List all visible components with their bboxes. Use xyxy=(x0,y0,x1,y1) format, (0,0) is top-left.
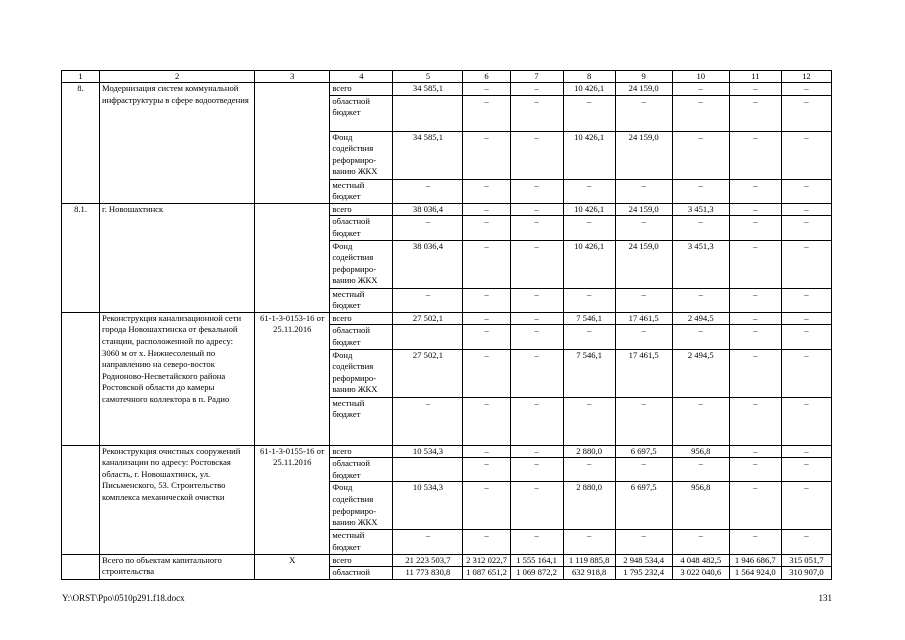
funding-source-cell: местный бюджет xyxy=(330,397,393,445)
object-name-cell: Реконструкция канализационной сети города Новошахтинска от фекальной станции, расположенной по адресу: 3060 м от х. Нижнесоленый по направлению на северо-восток Родионово-Несветайского района Ростовской области до камеры самотечного коллектора в п. Радио xyxy=(100,312,255,445)
value-cell: – xyxy=(729,482,781,530)
value-cell: – xyxy=(672,530,729,554)
value-cell: – xyxy=(510,397,563,445)
value-cell: 24 159,0 xyxy=(615,83,672,96)
value-cell: – xyxy=(463,131,510,179)
header-cell: 4 xyxy=(330,71,393,83)
value-cell: 1 795 232,4 xyxy=(615,567,672,580)
value-cell: – xyxy=(615,95,672,131)
value-cell: – xyxy=(615,288,672,312)
value-cell: – xyxy=(393,179,463,203)
funding-source-cell: всего xyxy=(330,554,393,567)
funding-source-cell: местный бюджет xyxy=(330,179,393,203)
value-cell: – xyxy=(463,312,510,325)
value-cell: – xyxy=(672,288,729,312)
value-cell: 632 918,8 xyxy=(563,567,615,580)
value-cell: – xyxy=(563,288,615,312)
value-cell: – xyxy=(615,458,672,482)
value-cell: – xyxy=(563,179,615,203)
header-cell: 1 xyxy=(62,71,100,83)
value-cell: – xyxy=(463,288,510,312)
value-cell: – xyxy=(510,83,563,96)
value-cell: – xyxy=(781,397,831,445)
header-cell: 12 xyxy=(781,71,831,83)
value-cell: – xyxy=(463,530,510,554)
value-cell: 3 451,3 xyxy=(672,240,729,288)
value-cell: – xyxy=(463,179,510,203)
table-row xyxy=(62,554,832,567)
value-cell: – xyxy=(463,458,510,482)
funding-source-cell: всего xyxy=(330,203,393,216)
value-cell: 17 461,5 xyxy=(615,312,672,325)
funding-source-cell: всего xyxy=(330,445,393,458)
document-number-cell: 61-1-3-0153-16 от 25.11.2016 xyxy=(255,312,330,445)
value-cell: – xyxy=(463,83,510,96)
funding-source-cell: местный бюджет xyxy=(330,530,393,554)
value-cell: – xyxy=(393,397,463,445)
value-cell: – xyxy=(463,203,510,216)
value-cell: – xyxy=(510,325,563,349)
value-cell: – xyxy=(781,83,831,96)
object-name-cell: Модернизация систем коммунальной инфраструктуры в сфере водоотведения xyxy=(100,83,255,204)
value-cell: – xyxy=(672,458,729,482)
value-cell: – xyxy=(463,482,510,530)
value-cell: – xyxy=(729,288,781,312)
value-cell: – xyxy=(729,240,781,288)
value-cell: – xyxy=(510,179,563,203)
value-cell: – xyxy=(463,397,510,445)
value-cell: – xyxy=(510,288,563,312)
file-path: Y:\ORST\Ppo\0510p291.f18.docx xyxy=(62,593,185,603)
value-cell: – xyxy=(463,349,510,397)
object-name-cell: Всего по объектам капитального строительства xyxy=(100,554,255,579)
funding-source-cell: областной бюджет xyxy=(330,216,393,240)
value-cell: – xyxy=(781,216,831,240)
funding-source-cell: областной xyxy=(330,567,393,580)
value-cell: – xyxy=(510,349,563,397)
table-row xyxy=(62,203,832,216)
funding-source-cell: всего xyxy=(330,312,393,325)
value-cell: – xyxy=(672,131,729,179)
value-cell: – xyxy=(510,240,563,288)
value-cell: – xyxy=(563,216,615,240)
value-cell: 2 880,0 xyxy=(563,445,615,458)
value-cell: – xyxy=(672,95,729,131)
value-cell: – xyxy=(510,203,563,216)
value-cell: 956,8 xyxy=(672,445,729,458)
funding-source-cell: областной бюджет xyxy=(330,458,393,482)
value-cell: 38 036,4 xyxy=(393,240,463,288)
value-cell: – xyxy=(563,397,615,445)
value-cell: 38 036,4 xyxy=(393,203,463,216)
value-cell: 34 585,1 xyxy=(393,131,463,179)
value-cell: – xyxy=(781,131,831,179)
value-cell: 6 697,5 xyxy=(615,482,672,530)
page-number: 131 xyxy=(818,593,832,603)
value-cell: – xyxy=(781,95,831,131)
value-cell: 11 773 830,8 xyxy=(393,567,463,580)
value-cell: – xyxy=(615,216,672,240)
document-number-cell: 61-1-3-0155-16 от 25.11.2016 xyxy=(255,445,330,554)
value-cell: 2 880,0 xyxy=(563,482,615,530)
value-cell xyxy=(393,325,463,349)
value-cell: – xyxy=(672,325,729,349)
value-cell: – xyxy=(729,325,781,349)
header-cell: 5 xyxy=(393,71,463,83)
value-cell: – xyxy=(781,530,831,554)
header-cell: 3 xyxy=(255,71,330,83)
value-cell: 2 494,5 xyxy=(672,312,729,325)
value-cell: 7 546,1 xyxy=(563,349,615,397)
value-cell: – xyxy=(729,312,781,325)
value-cell: – xyxy=(615,530,672,554)
funding-source-cell: Фонд содействия реформиро-ванию ЖКХ xyxy=(330,482,393,530)
value-cell: 310 907,0 xyxy=(781,567,831,580)
value-cell: – xyxy=(510,458,563,482)
value-cell: 1 555 164,1 xyxy=(510,554,563,567)
value-cell: – xyxy=(510,131,563,179)
value-cell: – xyxy=(463,240,510,288)
value-cell: 315 051,7 xyxy=(781,554,831,567)
value-cell: 1 564 924,0 xyxy=(729,567,781,580)
value-cell: – xyxy=(463,216,510,240)
value-cell: – xyxy=(729,216,781,240)
value-cell: – xyxy=(510,530,563,554)
value-cell: – xyxy=(510,95,563,131)
value-cell: 6 697,5 xyxy=(615,445,672,458)
value-cell: – xyxy=(510,312,563,325)
row-number-cell xyxy=(62,312,100,445)
value-cell: 2 948 534,4 xyxy=(615,554,672,567)
header-cell: 11 xyxy=(729,71,781,83)
value-cell: 10 534,3 xyxy=(393,445,463,458)
funding-source-cell: Фонд содействия реформиро-ванию ЖКХ xyxy=(330,349,393,397)
object-name-cell: Реконструкция очистных сооружений канализации по адресу: Ростовская область, г. Новошахтинск, ул. Письменского, 53. Строительство комплекса механической очистки xyxy=(100,445,255,554)
value-cell: 24 159,0 xyxy=(615,203,672,216)
row-number-cell: 8.1. xyxy=(62,203,100,312)
value-cell: 1 119 885,8 xyxy=(563,554,615,567)
value-cell: – xyxy=(729,95,781,131)
value-cell: 956,8 xyxy=(672,482,729,530)
document-number-cell xyxy=(255,83,330,204)
table-header-row xyxy=(62,71,832,83)
value-cell: 27 502,1 xyxy=(393,312,463,325)
value-cell: – xyxy=(729,349,781,397)
header-cell: 2 xyxy=(100,71,255,83)
header-cell: 7 xyxy=(510,71,563,83)
value-cell xyxy=(393,95,463,131)
value-cell: – xyxy=(781,312,831,325)
value-cell: – xyxy=(781,240,831,288)
value-cell: – xyxy=(729,203,781,216)
document-number-cell xyxy=(255,203,330,312)
row-number-cell xyxy=(62,445,100,554)
value-cell: – xyxy=(615,325,672,349)
value-cell: 2 494,5 xyxy=(672,349,729,397)
value-cell xyxy=(393,458,463,482)
value-cell: – xyxy=(563,458,615,482)
value-cell: – xyxy=(510,482,563,530)
funding-source-cell: областной бюджет xyxy=(330,325,393,349)
object-name-cell: г. Новошахтинск xyxy=(100,203,255,312)
funding-source-cell: областной бюджет xyxy=(330,95,393,131)
value-cell: – xyxy=(672,83,729,96)
value-cell: – xyxy=(510,445,563,458)
value-cell: 3 022 040,6 xyxy=(672,567,729,580)
row-number-cell: 8. xyxy=(62,83,100,204)
value-cell: 17 461,5 xyxy=(615,349,672,397)
value-cell: – xyxy=(781,288,831,312)
value-cell: – xyxy=(781,179,831,203)
table-row xyxy=(62,312,832,325)
funding-source-cell: Фонд содействия реформиро-ванию ЖКХ xyxy=(330,131,393,179)
value-cell: – xyxy=(463,95,510,131)
value-cell: – xyxy=(463,325,510,349)
value-cell: – xyxy=(463,445,510,458)
value-cell: 1 069 872,2 xyxy=(510,567,563,580)
value-cell: 24 159,0 xyxy=(615,240,672,288)
value-cell: – xyxy=(781,203,831,216)
table-row xyxy=(62,445,832,458)
value-cell: – xyxy=(510,216,563,240)
value-cell: – xyxy=(729,397,781,445)
value-cell: – xyxy=(672,179,729,203)
value-cell: – xyxy=(729,179,781,203)
value-cell: – xyxy=(563,530,615,554)
value-cell: – xyxy=(563,325,615,349)
value-cell: 3 451,3 xyxy=(672,203,729,216)
value-cell: – xyxy=(393,530,463,554)
value-cell: – xyxy=(729,445,781,458)
value-cell: – xyxy=(393,288,463,312)
header-cell: 6 xyxy=(463,71,510,83)
value-cell: – xyxy=(615,397,672,445)
row-number-cell xyxy=(62,554,100,579)
value-cell: 34 585,1 xyxy=(393,83,463,96)
value-cell: 10 426,1 xyxy=(563,83,615,96)
value-cell: – xyxy=(563,95,615,131)
value-cell: 2 312 022,7 xyxy=(463,554,510,567)
value-cell: 10 534,3 xyxy=(393,482,463,530)
value-cell: 10 426,1 xyxy=(563,131,615,179)
header-cell: 9 xyxy=(615,71,672,83)
funding-source-cell: всего xyxy=(330,83,393,96)
value-cell: 21 223 503,7 xyxy=(393,554,463,567)
value-cell: 24 159,0 xyxy=(615,131,672,179)
value-cell: – xyxy=(781,445,831,458)
value-cell: – xyxy=(615,179,672,203)
value-cell: – xyxy=(781,458,831,482)
header-cell: 10 xyxy=(672,71,729,83)
value-cell: 10 426,1 xyxy=(563,240,615,288)
table-row xyxy=(62,83,832,96)
funding-source-cell: Фонд содействия реформиро-ванию ЖКХ xyxy=(330,240,393,288)
budget-table xyxy=(61,70,832,580)
value-cell: 1 087 651,2 xyxy=(463,567,510,580)
value-cell: 4 048 482,5 xyxy=(672,554,729,567)
document-number-cell: Х xyxy=(255,554,330,579)
funding-source-cell: местный бюджет xyxy=(330,288,393,312)
value-cell: – xyxy=(729,530,781,554)
value-cell: – xyxy=(672,216,729,240)
value-cell: – xyxy=(729,131,781,179)
value-cell: – xyxy=(393,216,463,240)
value-cell: – xyxy=(781,325,831,349)
value-cell: – xyxy=(672,397,729,445)
header-cell: 8 xyxy=(563,71,615,83)
value-cell: – xyxy=(729,83,781,96)
value-cell: 7 546,1 xyxy=(563,312,615,325)
value-cell: – xyxy=(729,458,781,482)
value-cell: – xyxy=(781,349,831,397)
value-cell: 10 426,1 xyxy=(563,203,615,216)
value-cell: – xyxy=(781,482,831,530)
value-cell: 1 946 686,7 xyxy=(729,554,781,567)
value-cell: 27 502,1 xyxy=(393,349,463,397)
